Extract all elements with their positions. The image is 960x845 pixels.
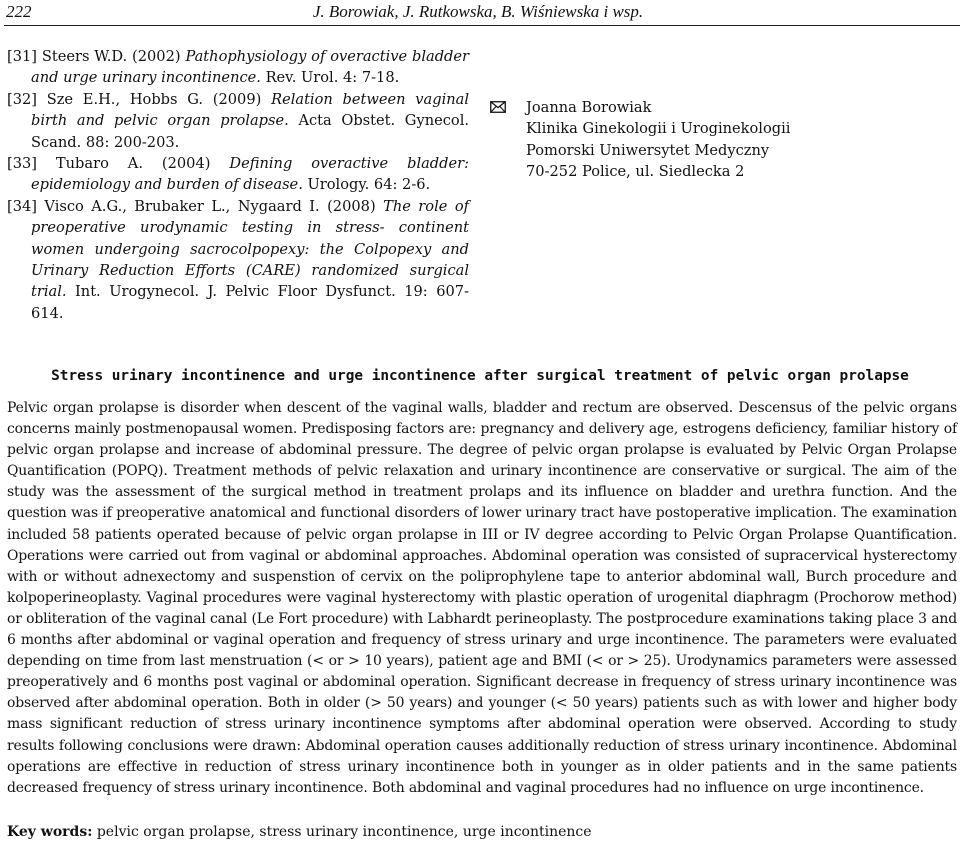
reference-authors: Sze E.H., Hobbs G. (2009)	[46, 90, 262, 108]
header-rule	[4, 25, 960, 26]
reference-number: [32]	[7, 90, 37, 108]
reference-authors: Tubaro A. (2004)	[55, 155, 211, 173]
envelope-icon	[490, 101, 506, 113]
page-number: 222	[6, 2, 32, 21]
keywords	[7, 822, 957, 843]
contact-address: 70-252 Police, ul. Siedlecka 2	[526, 163, 745, 181]
contact-institution: Klinika Ginekologii i Uroginekologii	[526, 120, 791, 138]
reference-source: Int. Urogynecol. J. Pelvic Floor Dysfunct. 19: 607-614.	[31, 283, 469, 322]
abstract-body: Pelvic organ prolapse is disorder when descent of the vaginal walls, bladder and rectum are observed. Descensus of the pelvic organs concerns mainly postmenopausal women. Predisposing factors are: pregnancy and delivery age, estrogens deficiency, familiar history of pelvic organ prolapse and increase of abdominal pressure. The degree of pelvic organ prolapse is evaluated by Pelvic Organ Prolapse Quantification (POPQ). Treatment methods of pelvic relaxation and urinary incontinence are conservative or surgical. The aim of the study was the assessment of the surgical method in treatment prolaps and its influence on bladder and urethra function. And the question was if preoperative anatomical and functional disorders of lower urinary tract have postoperative implication. The examination included 58 patients operated because of pelvic organ prolapse in III or IV degree according to Pelvic Organ Prolapse Quantification. Operations were carried out from vaginal or abdominal approaches. Abdominal operation was consisted of supracervical hysterectomy with or without adnexectomy and suspenstion of cervix on the poliprophylene tape to anterior abdominal wall, Burch procedure and kolpoperineoplasty. Vaginal procedures were vaginal hysterectomy with plastic operation of urogenital diaphragm (Prochorow method) or obliteration of the vaginal canal (Le Fort procedure) with Labhardt perineoplasty. The postprocedure examinations taking place 3 and 6 months after abdominal or vaginal operation and frequency of stress urinary and urge incontinence. The parameters were evaluated depending on time from last menstruation (< or > 10 years), patient age and BMI (< or > 25). Urodynamics parameters were assessed preoperatively and 6 months post vaginal or abdominal operation. Significant decrease in frequency of stress urinary incontinence was observed after abdominal operation. Both in older (> 50 years) and younger (< 50 years) patients such as with lower and higher body mass significant reduction of stress urinary incontinence symptoms after abdominal operation were observed. According to study results following conclusions were drawn: Abdominal operation causes additionally reduction of stress urinary incontinence. Abdominal operations are effective in reduction of stress urinary incontinence both in younger as in older patients and in the same patients decreased frequency of stress urinary incontinence. Both abdominal and vaginal procedures had no influence on urge incontinence.	[7, 400, 957, 796]
keywords-label: Key words:	[7, 824, 93, 840]
reference-title: Defining overactive bladder: epidemiology and burden of disease.	[31, 155, 470, 194]
reference-item	[7, 196, 469, 324]
reference-list	[7, 46, 469, 324]
reference-item	[7, 89, 469, 153]
running-title: J. Borowiak, J. Rutkowska, B. Wiśniewska i wsp.	[312, 2, 644, 21]
contact-name: Joanna Borowiak	[526, 99, 652, 116]
reference-number: [34]	[7, 197, 37, 215]
reference-source: Acta Obstet. Gynecol. Scand. 88: 200-203.	[31, 112, 470, 151]
contact-university: Pomorski Uniwersytet Medyczny	[526, 141, 770, 159]
abstract-title: Stress urinary incontinence and urge incontinence after surgical treatment of pelvic organ prolapse	[51, 368, 909, 384]
reference-authors: Visco A.G., Brubaker L., Nygaard I. (2008)	[44, 197, 376, 215]
reference-number: [31]	[7, 48, 37, 65]
running-header	[6, 2, 950, 24]
reference-title: The role of preoperative urodynamic testing in stress- continent women undergoing sacrocolpopexy: the Colpopexy and Urinary Reduction Efforts (CARE) randomized surgical trial.	[31, 197, 470, 301]
reference-title: Pathophysiology of overactive bladder and urge urinary incontinence.	[31, 48, 470, 87]
reference-item	[7, 46, 469, 89]
reference-title: Relation between vaginal birth and pelvic organ prolapse.	[31, 90, 470, 130]
keywords-text: pelvic organ prolapse, stress urinary incontinence, urge incontinence	[96, 824, 592, 840]
reference-number: [33]	[7, 155, 37, 173]
reference-source: Rev. Urol. 4: 7-18.	[265, 69, 400, 87]
reference-item	[7, 153, 469, 196]
reference-source: Urology. 64: 2-6.	[307, 176, 431, 194]
reference-authors: Steers W.D. (2002)	[41, 48, 181, 65]
